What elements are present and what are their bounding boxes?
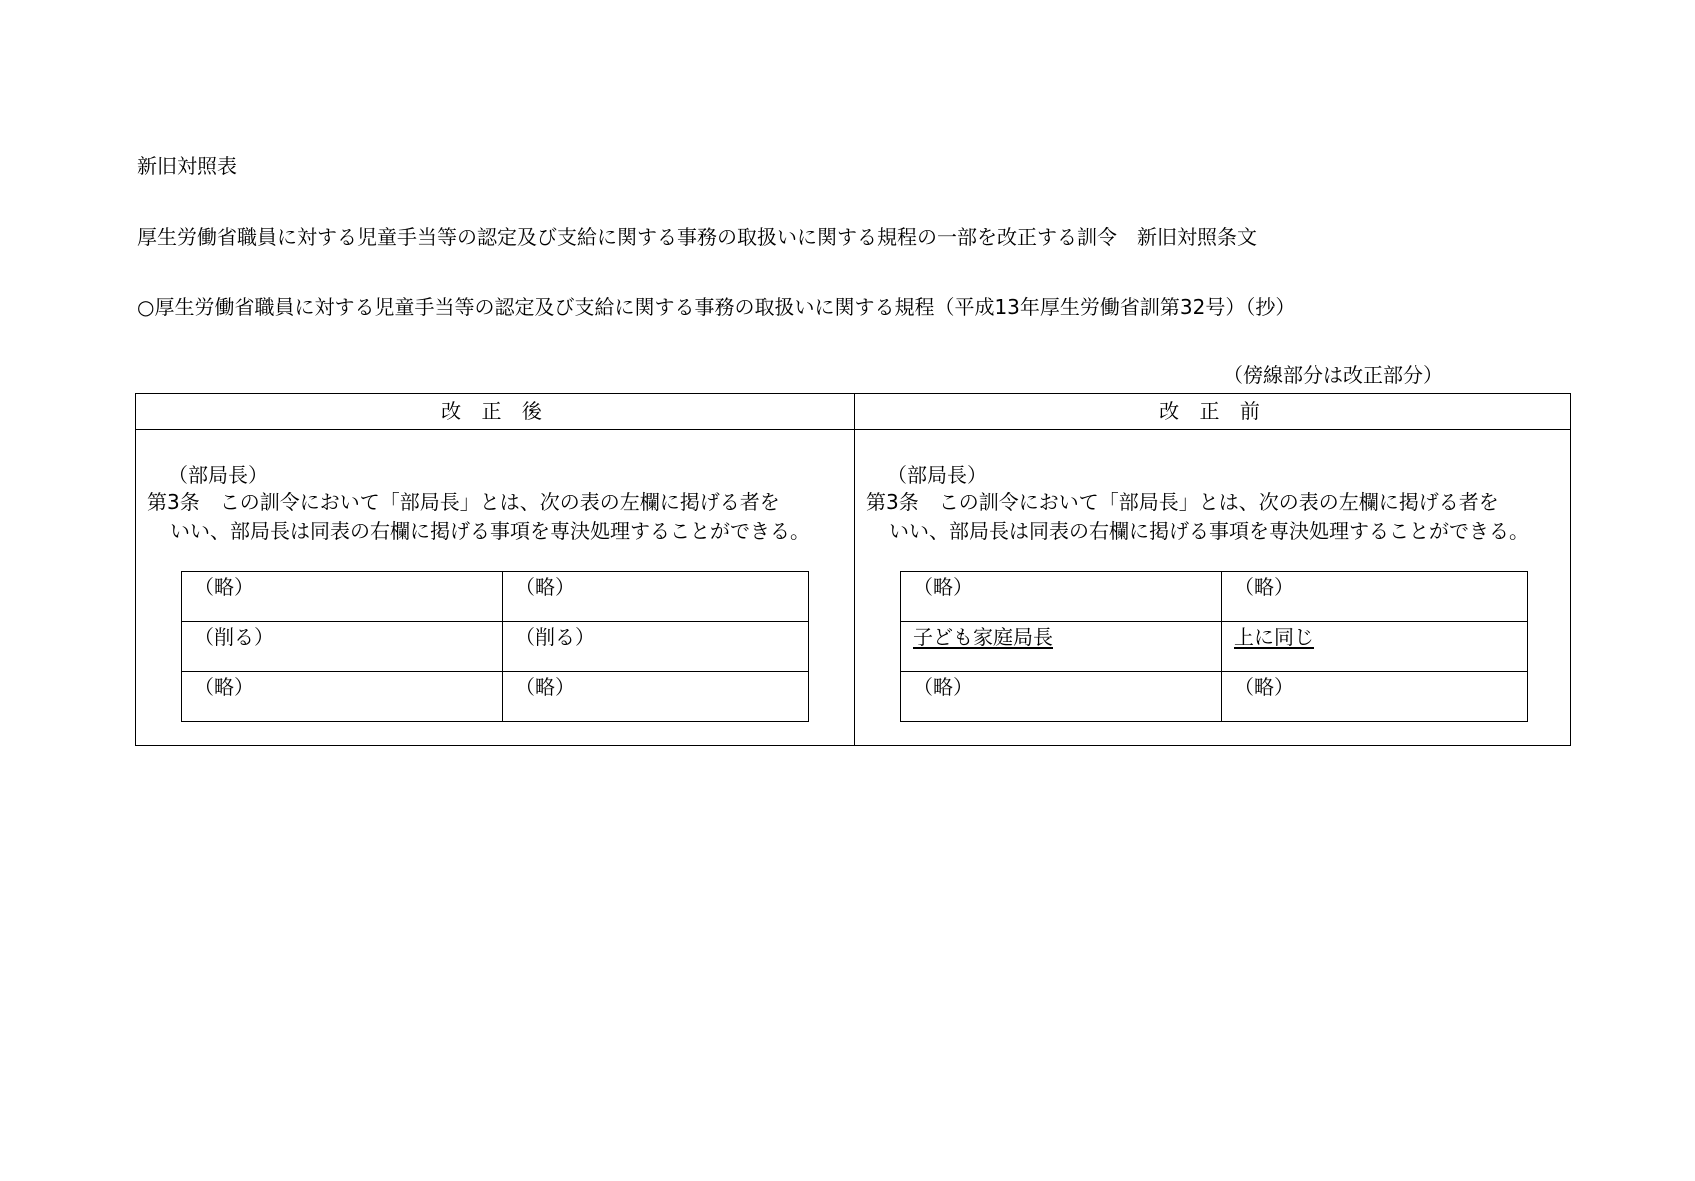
table-cell: （略） (901, 672, 1222, 722)
amended-text-underlined: 上に同じ (1234, 625, 1314, 649)
document-subtitle: 厚生労働省職員に対する児童手当等の認定及び支給に関する事務の取扱いに関する規程の一部を改正する訓令 新旧対照条文 (137, 225, 1257, 249)
article-caption: （部局長） (168, 463, 268, 487)
table-cell: （削る） (503, 622, 809, 672)
article-number: 第3条 (147, 490, 200, 514)
article-text (147, 488, 847, 546)
article-text-line1: この訓令において「部局長」とは、次の表の左欄に掲げる者を (219, 490, 780, 514)
comparison-table (135, 393, 1571, 746)
table-cell: （略） (1222, 572, 1528, 622)
header-after: 改 正 後 (441, 399, 549, 423)
table-cell (1222, 622, 1528, 672)
table-cell: （略） (182, 572, 503, 622)
header-before: 改 正 前 (1159, 399, 1267, 423)
article-caption: （部局長） (887, 463, 987, 487)
article-number: 第3条 (866, 490, 919, 514)
column-before (855, 430, 1573, 745)
document-title: 新旧対照表 (137, 154, 237, 178)
table-cell: （略） (503, 672, 809, 722)
comparison-header-row (136, 394, 1570, 430)
regulation-title: ○厚生労働省職員に対する児童手当等の認定及び支給に関する事務の取扱いに関する規程（平成13年厚生労働省訓第32号）（抄） (137, 295, 1296, 319)
table-row (901, 622, 1528, 672)
table-cell: （削る） (182, 622, 503, 672)
table-row (182, 622, 809, 672)
table-cell (901, 622, 1222, 672)
table-cell: （略） (1222, 672, 1528, 722)
table-cell: （略） (182, 672, 503, 722)
departments-table (181, 571, 809, 722)
table-row (182, 672, 809, 722)
table-row (901, 672, 1528, 722)
departments-table (900, 571, 1528, 722)
column-after (136, 430, 854, 745)
table-row (901, 572, 1528, 622)
article-text (866, 488, 1566, 546)
table-row (182, 572, 809, 622)
table-cell: （略） (503, 572, 809, 622)
article-text-continuation: いい、部局長は同表の右欄に掲げる事項を専決処理することができる。 (170, 519, 810, 543)
amended-text-underlined: 子ども家庭局長 (913, 625, 1053, 649)
underline-note: （傍線部分は改正部分） (1223, 363, 1443, 387)
article-text-continuation: いい、部局長は同表の右欄に掲げる事項を専決処理することができる。 (889, 519, 1529, 543)
article-text-line1: この訓令において「部局長」とは、次の表の左欄に掲げる者を (938, 490, 1499, 514)
table-cell: （略） (901, 572, 1222, 622)
